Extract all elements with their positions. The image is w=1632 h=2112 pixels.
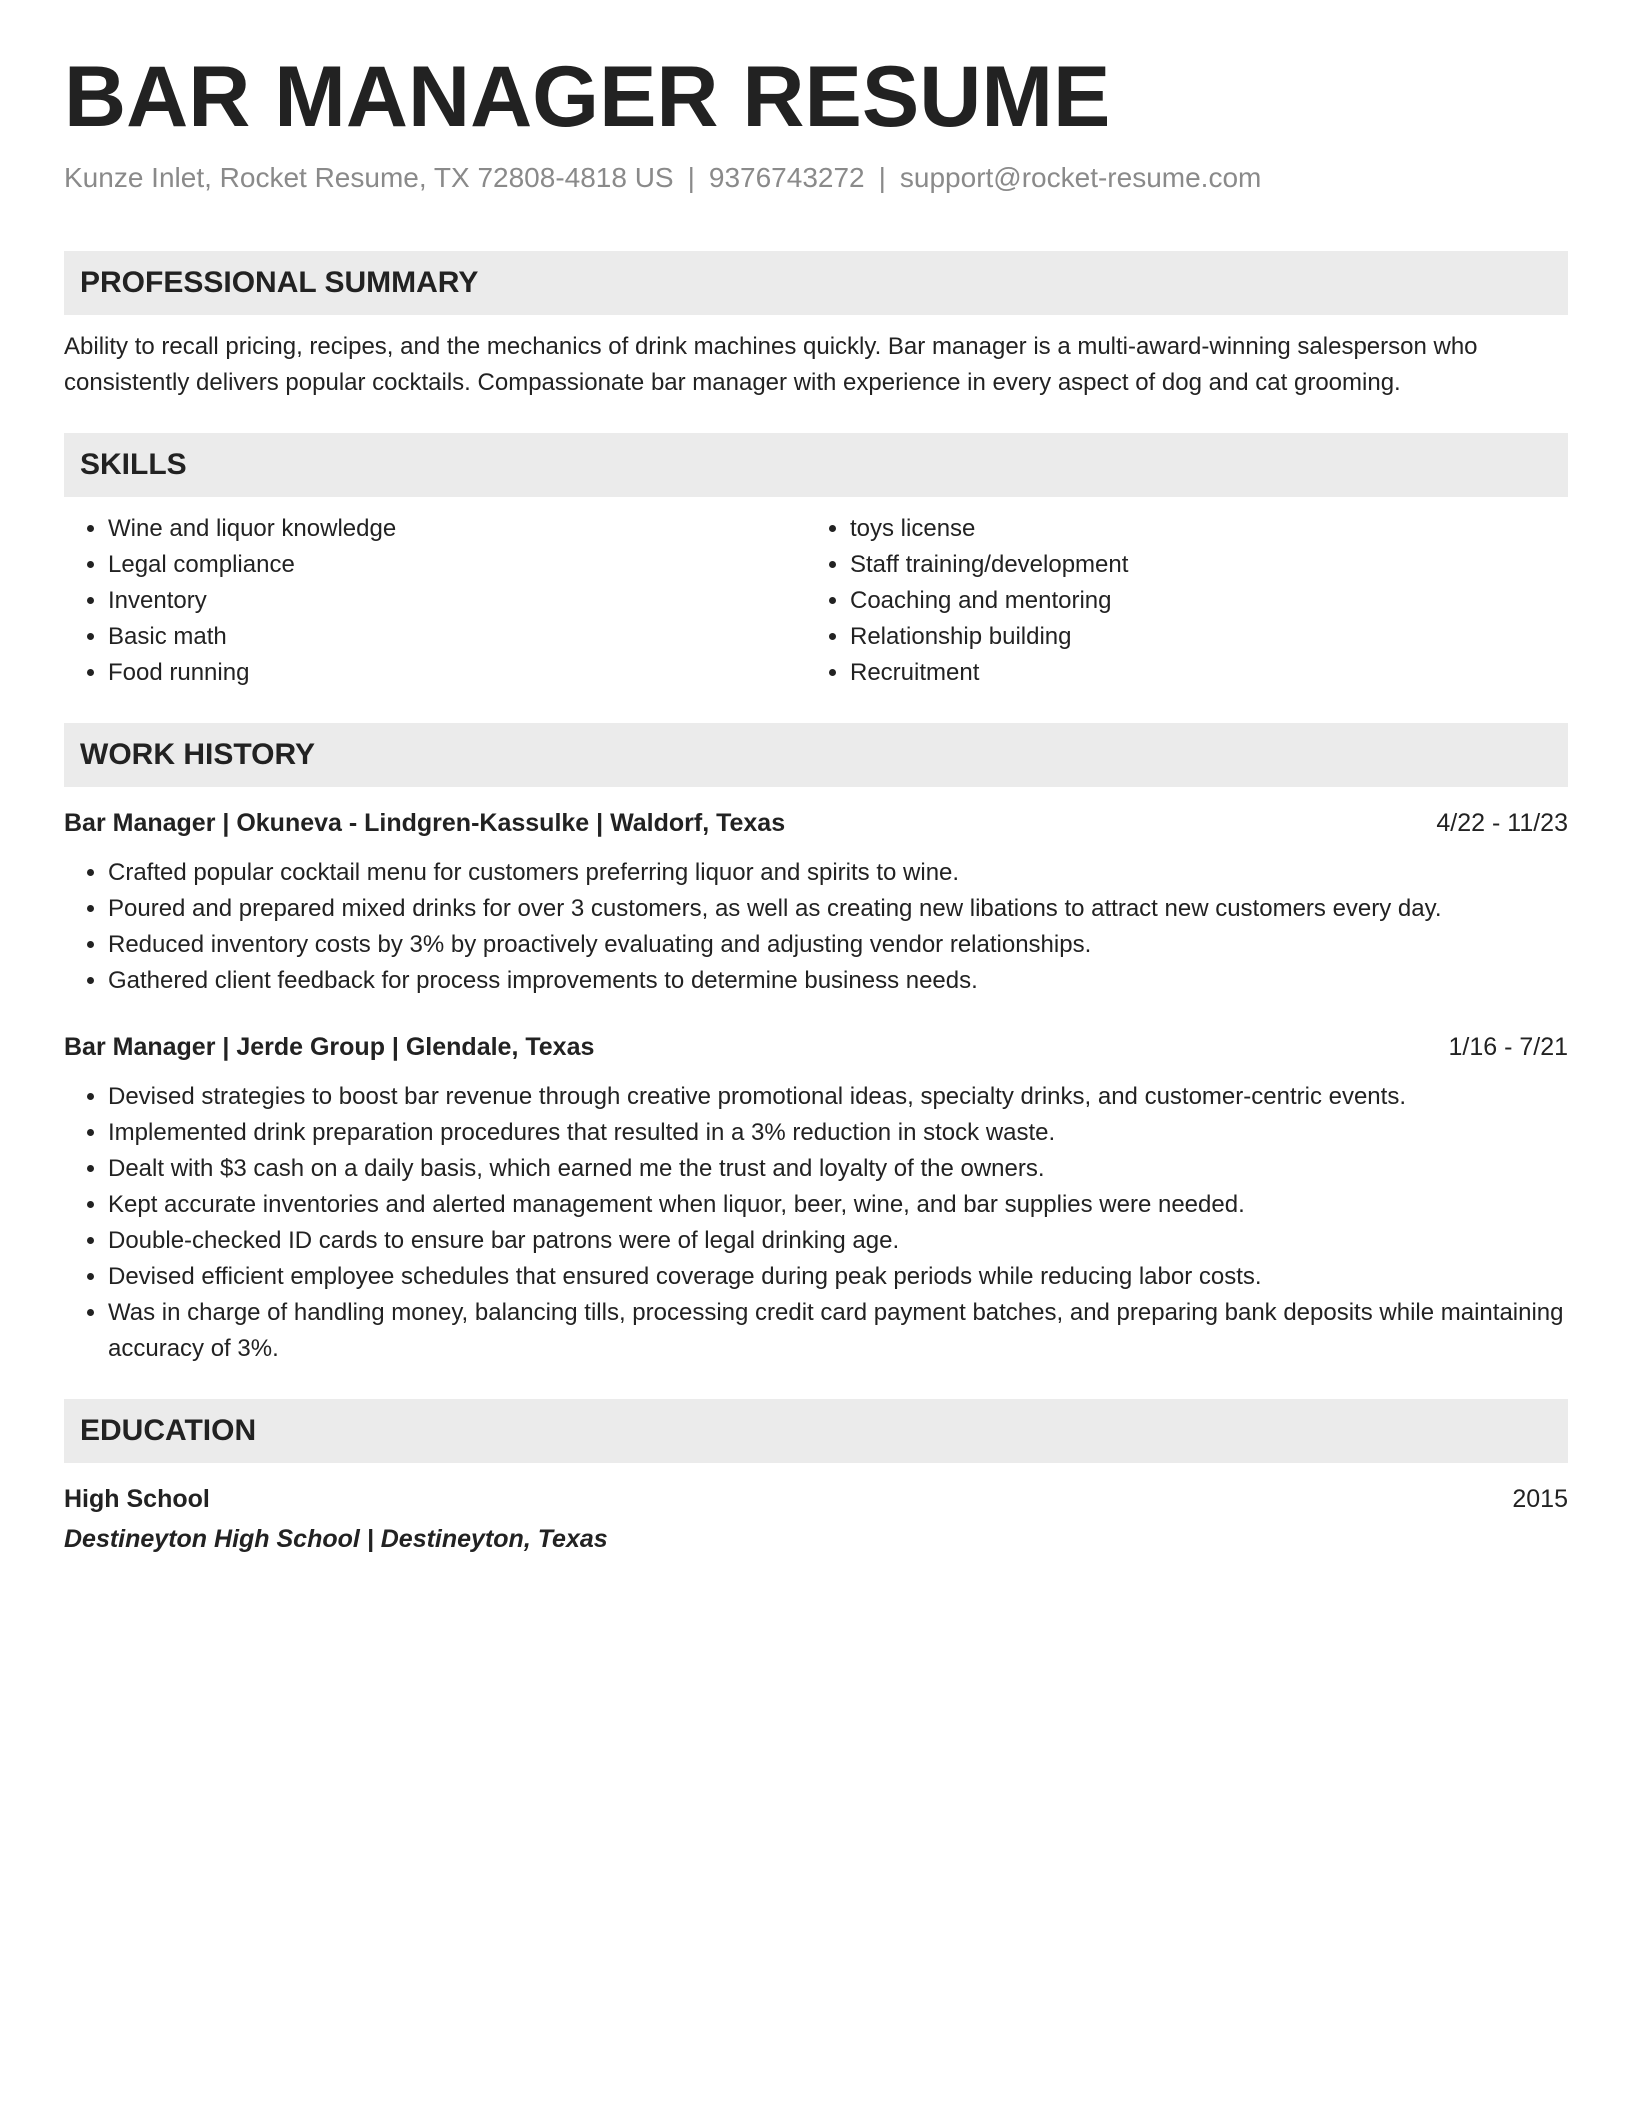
education-year: 2015 [1512,1484,1568,1513]
education-school: Destineyton High School | Destineyton, Texas [64,1524,608,1553]
job-bullet: • Devised strategies to boost bar revenue through creative promotional ideas, specialty drinks, and customer-centric events. [108,1079,1568,1115]
skill-item: • Legal compliance [108,547,806,583]
contact-address: Kunze Inlet, Rocket Resume, TX 72808-4818 US [64,162,674,194]
section-header-skills: SKILLS [64,433,1568,497]
skill-item: • toys license [850,511,1548,547]
education-header [64,1481,1568,1517]
skill-item: • Coaching and mentoring [850,583,1548,619]
job-header [64,805,1568,841]
skill-item: • Inventory [108,583,806,619]
skill-item: • Food running [108,655,806,691]
job-bullet: • Gathered client feedback for process improvements to determine business needs. [108,963,1568,999]
resume-title: BAR MANAGER RESUME [64,49,1111,145]
section-header-education: EDUCATION [64,1399,1568,1463]
job-bullet: • Reduced inventory costs by 3% by proactively evaluating and adjusting vendor relationships. [108,927,1568,963]
skill-item: • Relationship building [850,619,1548,655]
job-bullets [64,1079,1568,1367]
contact-phone: 9376743272 [708,162,865,194]
section-header-work-history: WORK HISTORY [64,723,1568,787]
job-entry [64,805,1568,999]
job-bullet: • Double-checked ID cards to ensure bar patrons were of legal drinking age. [108,1223,1568,1259]
education-entry [64,1481,1568,1557]
contact-line [64,160,1568,196]
skill-item: • Recruitment [850,655,1548,691]
contact-separator: | [878,162,886,194]
job-entry [64,1029,1568,1367]
skills-column-right [806,511,1548,691]
skills-column-left [64,511,806,691]
section-header-summary: PROFESSIONAL SUMMARY [64,251,1568,315]
job-bullet: • Poured and prepared mixed drinks for over 3 customers, as well as creating new libations to attract new customers every day. [108,891,1568,927]
job-bullet: • Was in charge of handling money, balancing tills, processing credit card payment batches, and preparing bank deposits while maintaining accuracy of 3%. [108,1295,1568,1367]
contact-email: support@rocket-resume.com [899,162,1262,194]
job-dates: 1/16 - 7/21 [1448,1032,1568,1061]
job-bullet: • Crafted popular cocktail menu for customers preferring liquor and spirits to wine. [108,855,1568,891]
education-degree: High School [64,1484,210,1513]
skills-list [64,511,1568,691]
job-bullet: • Implemented drink preparation procedures that resulted in a 3% reduction in stock waste. [108,1115,1568,1151]
job-header [64,1029,1568,1065]
job-bullet: • Devised efficient employee schedules that ensured coverage during peak periods while reducing labor costs. [108,1259,1568,1295]
job-bullet: • Dealt with $3 cash on a daily basis, which earned me the trust and loyalty of the owners. [108,1151,1568,1187]
contact-separator: | [687,162,695,194]
summary-text: Ability to recall pricing, recipes, and the mechanics of drink machines quickly. Bar manager is a multi-award-winning salesperson who consistently delivers popular cocktails. Compassionate bar manager with experience in every aspect of dog and cat grooming. [64,332,1478,396]
job-dates: 4/22 - 11/23 [1436,808,1568,837]
job-title: Bar Manager | Jerde Group | Glendale, Texas [64,1032,595,1061]
skill-item: • Basic math [108,619,806,655]
job-bullet: • Kept accurate inventories and alerted management when liquor, beer, wine, and bar supplies were needed. [108,1187,1568,1223]
skill-item: • Staff training/development [850,547,1548,583]
job-title: Bar Manager | Okuneva - Lindgren-Kassulke | Waldorf, Texas [64,808,786,837]
skill-item: • Wine and liquor knowledge [108,511,806,547]
job-bullets [64,855,1568,999]
